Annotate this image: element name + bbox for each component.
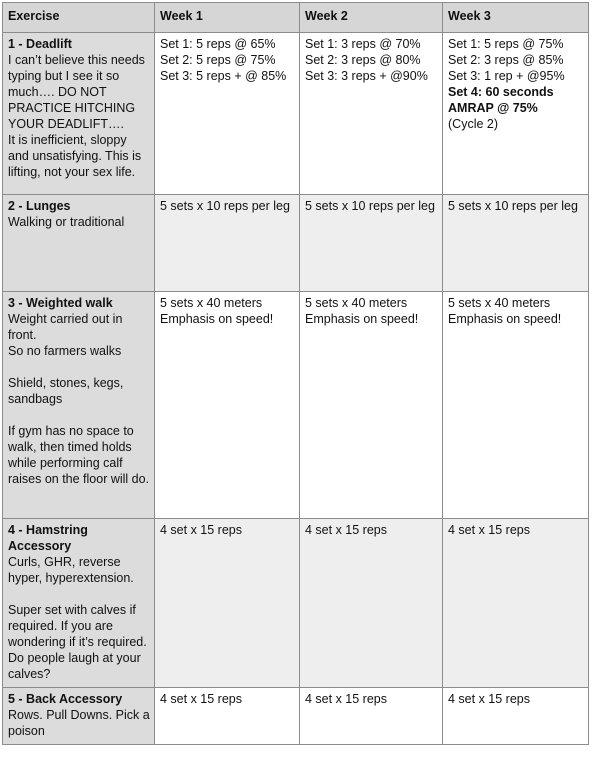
exercise-note-spacer xyxy=(8,586,150,602)
exercise-note-spacer xyxy=(8,407,150,423)
exercise-title: 4 - Hamstring Accessory xyxy=(8,523,88,553)
set-line: Set 3: 5 reps + @ 85% xyxy=(160,69,287,83)
exercise-note: Weight carried out in front. xyxy=(8,312,123,342)
week-2-cell xyxy=(300,519,443,688)
set-line: Set 3: 3 reps + @90% xyxy=(305,69,428,83)
table-row xyxy=(3,688,589,745)
set-line: 4 set x 15 reps xyxy=(448,692,530,706)
workout-table xyxy=(2,2,589,745)
week-1-cell xyxy=(155,33,300,195)
set-line: Set 2: 3 reps @ 80% xyxy=(305,53,421,67)
table-row xyxy=(3,195,589,292)
header-week-1: Week 1 xyxy=(155,3,300,33)
set-line: Set 1: 3 reps @ 70% xyxy=(305,37,421,51)
header-week-3: Week 3 xyxy=(443,3,589,33)
set-line: 4 set x 15 reps xyxy=(305,523,387,537)
header-exercise: Exercise xyxy=(3,3,155,33)
week-2-cell xyxy=(300,33,443,195)
week-2-cell xyxy=(300,688,443,745)
exercise-title: 2 - Lunges xyxy=(8,199,71,213)
amrap-set-line: Set 4: 60 seconds AMRAP @ 75% xyxy=(448,85,554,115)
week-2-cell xyxy=(300,195,443,292)
exercise-cell xyxy=(3,519,155,688)
set-line: 5 sets x 40 meters xyxy=(448,296,551,310)
week-3-cell xyxy=(443,519,589,688)
week-3-cell xyxy=(443,688,589,745)
set-line: 5 sets x 10 reps per leg xyxy=(305,199,435,213)
exercise-note: Curls, GHR, reverse hyper, hyperextension. xyxy=(8,555,134,585)
set-line: 4 set x 15 reps xyxy=(160,523,242,537)
set-line: Emphasis on speed! xyxy=(160,312,274,326)
week-2-cell xyxy=(300,292,443,519)
week-3-cell xyxy=(443,33,589,195)
exercise-cell xyxy=(3,33,155,195)
exercise-title: 1 - Deadlift xyxy=(8,37,72,51)
exercise-note: Rows. Pull Downs. Pick a poison xyxy=(8,708,150,738)
table-row xyxy=(3,292,589,519)
header-row xyxy=(3,3,589,33)
header-week-2: Week 2 xyxy=(300,3,443,33)
exercise-note: It is inefficient, sloppy and unsatisfying. This is lifting, not your sex life. xyxy=(8,133,142,179)
set-line: Set 3: 1 rep + @95% xyxy=(448,69,565,83)
set-line: 4 set x 15 reps xyxy=(160,692,242,706)
set-line: 5 sets x 10 reps per leg xyxy=(160,199,290,213)
exercise-note: Shield, stones, kegs, sandbags xyxy=(8,376,124,406)
exercise-note: If gym has no space to walk, then timed holds while performing calf raises on the floor will do. xyxy=(8,424,150,486)
set-line: 5 sets x 40 meters xyxy=(305,296,408,310)
week-3-cell xyxy=(443,195,589,292)
cycle-note: (Cycle 2) xyxy=(448,117,499,131)
exercise-cell xyxy=(3,688,155,745)
table-row xyxy=(3,519,589,688)
exercise-title: 3 - Weighted walk xyxy=(8,296,113,310)
exercise-note: Walking or traditional xyxy=(8,215,125,229)
set-line: Set 1: 5 reps @ 65% xyxy=(160,37,276,51)
exercise-title: 5 - Back Accessory xyxy=(8,692,123,706)
week-3-cell xyxy=(443,292,589,519)
set-line: Set 2: 5 reps @ 75% xyxy=(160,53,276,67)
set-line: 5 sets x 40 meters xyxy=(160,296,263,310)
set-line: 5 sets x 10 reps per leg xyxy=(448,199,578,213)
exercise-cell xyxy=(3,195,155,292)
set-line: Set 2: 3 reps @ 85% xyxy=(448,53,564,67)
set-line: 4 set x 15 reps xyxy=(448,523,530,537)
set-line: Set 1: 5 reps @ 75% xyxy=(448,37,564,51)
week-1-cell xyxy=(155,519,300,688)
set-line: 4 set x 15 reps xyxy=(305,692,387,706)
set-line: Emphasis on speed! xyxy=(448,312,562,326)
exercise-note: I can’t believe this needs typing but I see it so much…. DO NOT PRACTICE HITCHING YOUR DEADLIFT…. xyxy=(8,53,145,131)
table-row xyxy=(3,33,589,195)
exercise-cell xyxy=(3,292,155,519)
week-1-cell xyxy=(155,195,300,292)
exercise-note: So no farmers walks xyxy=(8,344,122,358)
week-1-cell xyxy=(155,292,300,519)
exercise-note-spacer xyxy=(8,359,150,375)
week-1-cell xyxy=(155,688,300,745)
exercise-note: Super set with calves if required. If you are wondering if it’s required. Do people laugh at your calves? xyxy=(8,603,147,681)
set-line: Emphasis on speed! xyxy=(305,312,419,326)
